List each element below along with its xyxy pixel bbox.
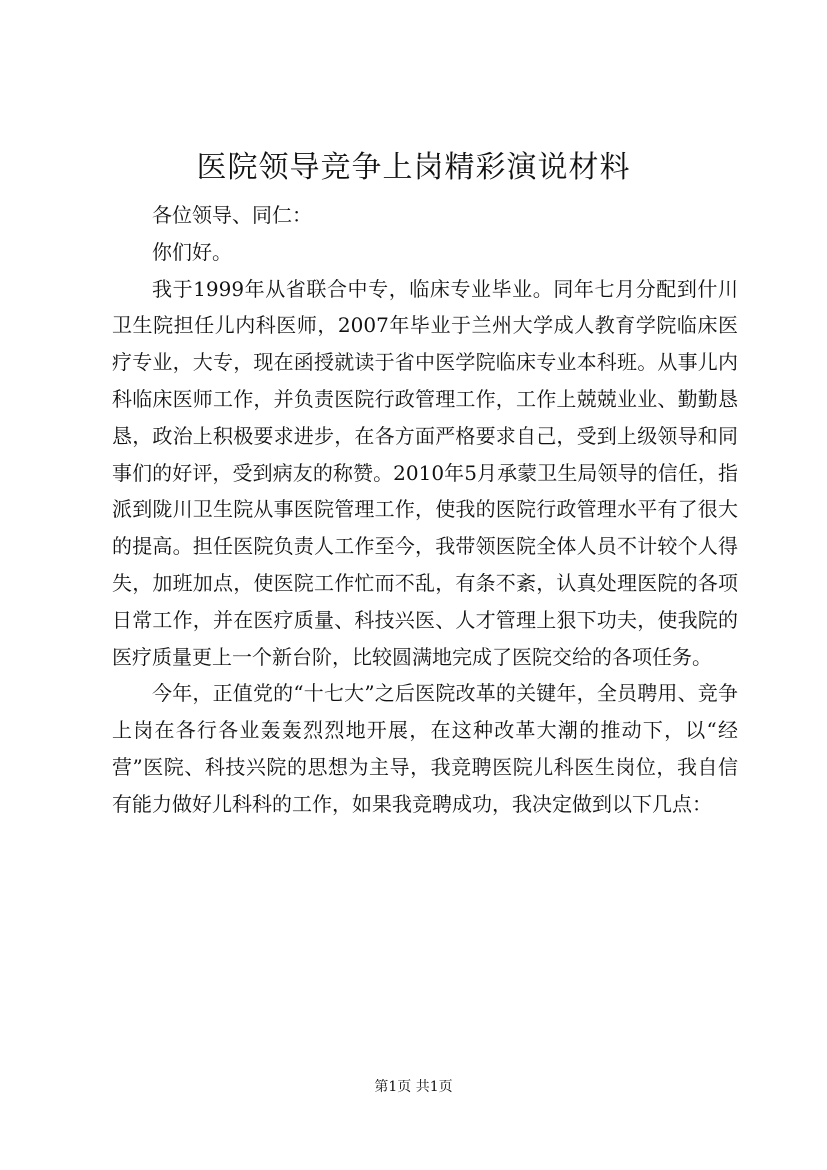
document-title: 医院领导竞争上岗精彩演说材料 [196, 150, 631, 185]
greeting-paragraph: 你们好。 [152, 239, 232, 264]
motivation-paragraph: 今年，正值党的“十七大”之后医院改革的关键年，全员聘用、竞争上岗在各行各业轰轰烈烈地开展，在这种改革大潮的推动下，以“经营”医院、科技兴院的思想为主导，我竞聘医院儿科医生岗位，我自信有能力做好儿科科的工作，如果我竞聘成功，我决定做到以下几点： [112, 681, 738, 816]
salutation-paragraph: 各位领导、同仁： [152, 203, 312, 227]
background-paragraph: 我于1999年从省联合中专，临床专业毕业。同年七月分配到什川卫生院担任儿内科医师，2007年毕业于兰州大学成人教育学院临床医疗专业，大专，现在函授就读于省中医学院临床专业本科班。从事儿内科临床医师工作，并负责医院行政管理工作，工作上兢兢业业、勤勤恳恳，政治上积极要求进步，在各方面严格要求自己，受到上级领导和同事们的好评，受到病友的称赞。2010年5月承蒙卫生局领导的信任，指派到陇川卫生院从事医院管理工作，使我的医院行政管理水平有了很大的提高。担任医院负责人工作至今，我带领医院全体人员不计较个人得失，加班加点，使医院工作忙而不乱，有条不紊，认真处理医院的各项日常工作，并在医疗质量、科技兴医、人才管理上狠下功夫，使我院的医疗质量更上一个新台阶，比较圆满地完成了医院交给的各项任务。 [112, 276, 738, 669]
page-number-footer: 第1页 共1页 [374, 1079, 453, 1095]
document-body [112, 197, 738, 823]
